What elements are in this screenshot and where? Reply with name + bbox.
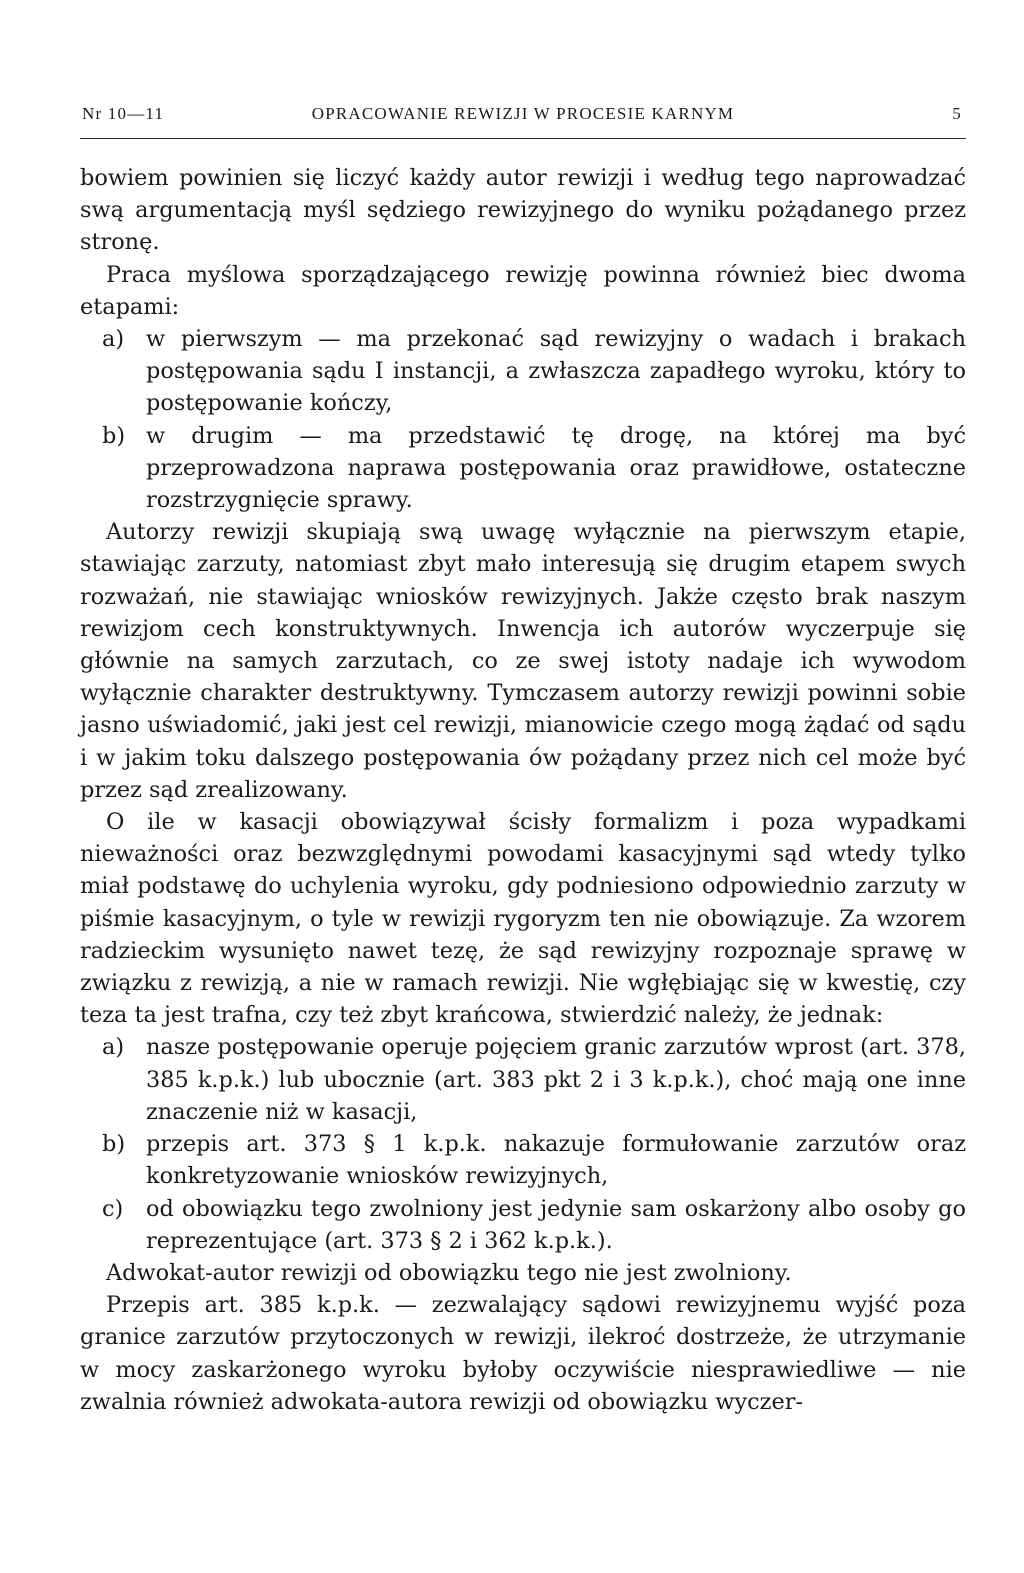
list-item xyxy=(80,1193,966,1257)
list-item-label: b) xyxy=(102,422,126,449)
list-item-text: od obowiązku tego zwolniony jest jedynie sam oskarżony albo osoby go reprezentujące (art. 373 § 2 i 362 k.p.k.). xyxy=(146,1195,966,1254)
list-item xyxy=(80,1128,966,1192)
body-text xyxy=(80,162,966,1418)
page-number: 5 xyxy=(952,104,962,123)
paragraph: bowiem powinien się liczyć każdy autor rewizji i według tego naprowadzać swą argumentacją myśl sędziego rewizyjnego do wyniku pożądanego przez stronę. xyxy=(80,165,966,256)
paragraph: Autorzy rewizji skupiają swą uwagę wyłącznie na pierwszym etapie, stawiając zarzuty, natomiast zbyt mało interesują się drugim etapem swych rozważań, nie stawiając wniosków rewizyjnych. Jakże często brak naszym rewizjom cech konstruktywnych. Inwencja ich autorów wyczerpuje się głównie na samych zarzutach, co ze swej istoty nadaje ich wywodom wyłącznie charakter destruktywny. Tymczasem autorzy rewizji powinni sobie jasno uświadomić, jaki jest cel rewizji, mianowicie czego mogą żądać od sądu i w jakim toku dalszego postępowania ów pożądany przez nich cel może być przez sąd zrealizowany. xyxy=(80,519,966,803)
paragraph: O ile w kasacji obowiązywał ścisły formalizm i poza wypadkami nieważności oraz bezwzględnymi powodami kasacyjnymi sąd wtedy tylko miał podstawę do uchylenia wyroku, gdy podniesiono odpowiednio zarzuty w piśmie kasacyjnym, o tyle w rewizji rygoryzm ten nie obowiązuje. Za wzorem radzieckim wysunięto nawet tezę, że sąd rewizyjny rozpoznaje sprawę w związku z rewizją, a nie w ramach rewizji. Nie wgłębiając się w kwestię, czy teza ta jest trafna, czy też zbyt krańcowa, stwierdzić należy, że jednak: xyxy=(80,809,966,1029)
list-item-text: nasze postępowanie operuje pojęciem granic zarzutów wprost (art. 378, 385 k.p.k.) lub ubocznie (art. 383 pkt 2 i 3 k.p.k.), choć mają one inne znaczenie niż w kasacji, xyxy=(146,1034,966,1125)
running-header xyxy=(80,104,966,138)
list-item-label: a) xyxy=(102,1034,125,1061)
list-item-text: w drugim — ma przedstawić tę drogę, na której ma być przeprowadzona naprawa postępowania oraz prawidłowe, ostateczne rozstrzygnięcie sprawy. xyxy=(146,422,966,514)
list-item-label: c) xyxy=(102,1195,124,1222)
paragraph: Adwokat-autor rewizji od obowiązku tego nie jest zwolniony. xyxy=(106,1259,792,1286)
running-title: OPRACOWANIE REWIZJI W PROCESIE KARNYM xyxy=(311,104,735,123)
list-item-text: przepis art. 373 § 1 k.p.k. nakazuje formułowanie zarzutów oraz konkretyzowanie wniosków rewizyjnych, xyxy=(146,1131,966,1190)
list-stages xyxy=(80,323,966,516)
list-obligations xyxy=(80,1031,966,1256)
list-item xyxy=(80,1031,966,1128)
issue-number: Nr 10—11 xyxy=(82,104,165,123)
list-item xyxy=(80,420,966,517)
header-rule xyxy=(80,138,966,139)
list-item xyxy=(80,323,966,420)
paragraph: Praca myślowa sporządzającego rewizję powinna również biec dwoma etapami: xyxy=(80,261,966,320)
list-item-text: w pierwszym — ma przekonać sąd rewizyjny o wadach i brakach postępowania sądu I instancji, a zwłaszcza zapadłego wyroku, który to postępowanie kończy, xyxy=(146,326,966,417)
list-item-label: a) xyxy=(102,326,125,353)
paragraph: Przepis art. 385 k.p.k. — zezwalający sądowi rewizyjnemu wyjść poza granice zarzutów przytoczonych w rewizji, ilekroć dostrzeże, że utrzymanie w mocy zaskarżonego wyroku byłoby oczywiście niesprawiedliwe — nie zwalnia również adwokata-autora rewizji od obowiązku wyczer- xyxy=(80,1292,966,1415)
list-item-label: b) xyxy=(102,1131,126,1158)
